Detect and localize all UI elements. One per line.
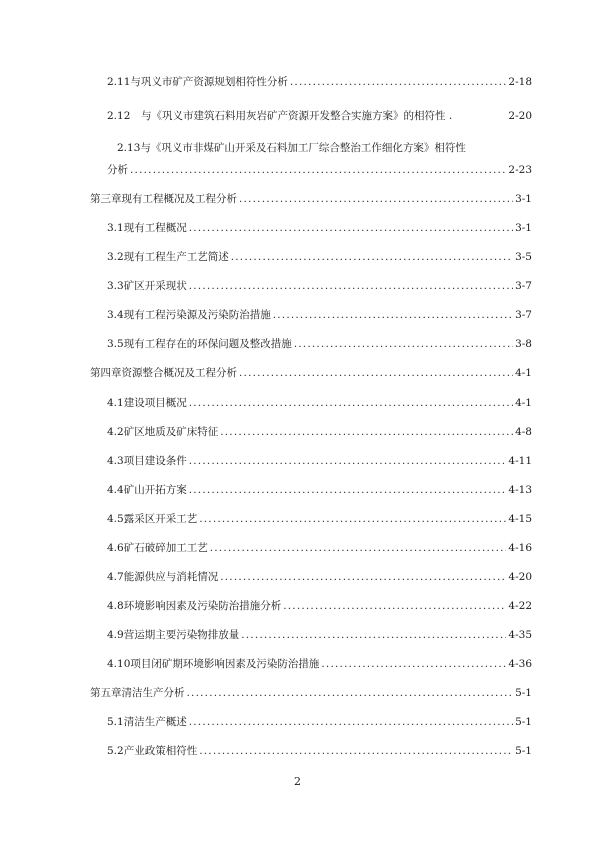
toc-entry-number: 4.1 [107, 397, 124, 409]
toc-entry[interactable] [107, 483, 532, 497]
toc-entry[interactable] [107, 541, 532, 555]
toc-entry-page: 3-5 [515, 251, 532, 263]
toc-dot-leader [294, 337, 513, 351]
toc-entry-number: 5.2 [107, 745, 124, 757]
toc-entry[interactable] [107, 744, 532, 758]
toc-dot-leader [210, 541, 507, 555]
toc-entry-title: 与《巩义市非煤矿山开采及石料加工厂综合整治工作细化方案》相符性 [140, 142, 466, 154]
toc-entry[interactable] [107, 425, 532, 439]
toc-entry[interactable] [107, 250, 532, 264]
toc-entry-number: 2.13 [117, 142, 141, 154]
toc-entry-page: 3-7 [515, 280, 532, 292]
toc-entry-number: 3.1 [107, 222, 124, 234]
toc-entry-title: 现有工程生产工艺简述 [123, 251, 229, 263]
toc-chapter-number: 第三章 [90, 193, 122, 205]
toc-entry[interactable] [107, 454, 532, 468]
toc-entry-page: 4-20 [508, 571, 532, 583]
toc-entry-page: 4-15 [508, 513, 532, 525]
toc-entry[interactable] [107, 396, 532, 410]
toc-entry-page: 4-36 [508, 658, 532, 670]
toc-dot-leader [239, 366, 513, 380]
toc-entry-page: 2-18 [508, 76, 532, 88]
toc-dot-leader [189, 715, 513, 729]
toc-entry-number: 4.4 [107, 484, 124, 496]
toc-entry[interactable] [107, 109, 532, 123]
toc-dot-leader [231, 250, 513, 264]
toc-entry-title: 矿区开采现状 [123, 280, 187, 292]
toc-entry-number: 3.4 [107, 309, 124, 321]
toc-entry-page: 5-1 [515, 716, 532, 728]
toc-entry-page: 3-1 [515, 222, 532, 234]
toc-entry-title: 露采区开采工艺 [123, 513, 198, 525]
toc-dot-leader [273, 308, 513, 322]
toc-entry-number: 4.2 [107, 426, 124, 438]
toc-entry-page: 4-35 [508, 629, 532, 641]
toc-entry-page: 4-22 [508, 600, 532, 612]
toc-entry[interactable] [107, 163, 532, 177]
toc-entry[interactable] [107, 599, 532, 613]
toc-entry-number: 4.10 [107, 658, 131, 670]
toc-entry-number: 4.7 [107, 571, 124, 583]
toc-dot-leader [189, 454, 507, 468]
toc-chapter[interactable] [90, 192, 532, 206]
toc-entry-title: 与《巩义市建筑石料用灰岩矿产资源开发整合实施方案》的相符性 . [141, 110, 453, 122]
toc-entry-title: 现有工程存在的环保问题及整改措施 [123, 338, 292, 350]
toc-dot-leader [199, 512, 506, 526]
toc-entry[interactable] [107, 715, 532, 729]
toc-chapter-title: 资源整合概况及工程分析 [121, 367, 237, 379]
toc-entry-page: 4-13 [508, 484, 532, 496]
toc-dot-leader [321, 657, 506, 671]
toc-entry-number: 3.5 [107, 338, 124, 350]
toc-entry-title: 矿山开拓方案 [123, 484, 187, 496]
toc-entry-number: 4.3 [107, 455, 124, 467]
toc-dot-leader [189, 396, 513, 410]
toc-entry[interactable] [107, 221, 532, 235]
toc-entry[interactable] [107, 628, 532, 642]
toc-entry-title: 与巩义市矿产资源规划相符性分析 [130, 76, 288, 88]
toc-entry-title: 建设项目概况 [123, 397, 187, 409]
toc-entry-title-continued: 分析 [107, 164, 128, 176]
toc-entry-page: 4-1 [515, 397, 532, 409]
toc-entry[interactable] [107, 657, 532, 671]
toc-dot-leader [189, 483, 507, 497]
toc-dot-leader [241, 628, 506, 642]
toc-entry-page: 4-16 [508, 542, 532, 554]
toc-entry-page: 4-8 [515, 426, 532, 438]
toc-entry[interactable] [107, 308, 532, 322]
toc-entry-title: 营运期主要污染物排放量 [123, 629, 240, 641]
toc-chapter[interactable] [90, 366, 532, 380]
toc-entry-page: 2-23 [508, 164, 532, 176]
toc-entry-title: 矿区地质及矿床特征 [123, 426, 219, 438]
toc-entry-number: 5.1 [107, 716, 124, 728]
toc-dot-leader [187, 686, 514, 700]
toc-entry-number: 2.11 [107, 76, 131, 88]
toc-chapter-title: 现有工程概况及工程分析 [121, 193, 237, 205]
page-number: 2 [294, 775, 301, 788]
toc-entry-title: 产业政策相符性 [123, 745, 198, 757]
toc-dot-leader [199, 744, 513, 758]
toc-entry-title: 能源供应与消耗情况 [123, 571, 219, 583]
toc-entry[interactable] [107, 337, 532, 351]
toc-entry[interactable] [107, 570, 532, 584]
toc-entry[interactable] [107, 512, 532, 526]
toc-dot-leader [290, 75, 507, 89]
toc-dot-leader [189, 279, 513, 293]
toc-entry[interactable] [107, 279, 532, 293]
toc-entry-number: 4.5 [107, 513, 124, 525]
toc-chapter[interactable] [90, 686, 532, 700]
toc-entry-number: 2.12 [107, 110, 131, 122]
toc-entry-page: 4-1 [515, 367, 532, 379]
toc-dot-leader [220, 570, 506, 584]
toc-dot-leader [220, 425, 513, 439]
toc-chapter-number: 第四章 [90, 367, 122, 379]
toc-dot-leader [130, 163, 506, 177]
toc-entry-number: 3.2 [107, 251, 124, 263]
toc-entry-title: 清洁生产概述 [123, 716, 187, 728]
toc-chapter-number: 第五章 [90, 687, 122, 699]
toc-entry-title: 矿石破碎加工工艺 [123, 542, 208, 554]
toc-dot-leader [239, 192, 513, 206]
toc-entry-page: 3-8 [515, 338, 532, 350]
toc-entry[interactable] [107, 75, 532, 89]
toc-entry-page: 5-1 [515, 687, 532, 699]
toc-entry-title: 项目闭矿期环境影响因素及污染防治措施 [130, 658, 320, 670]
toc-dot-leader [283, 599, 506, 613]
toc-chapter-title: 清洁生产分析 [121, 687, 185, 699]
toc-entry-page: 3-7 [515, 309, 532, 321]
toc-entry-number: 3.3 [107, 280, 124, 292]
toc-entry-title: 现有工程污染源及污染防治措施 [123, 309, 271, 321]
toc-entry-page: 2-20 [508, 110, 532, 122]
toc-entry-number: 4.6 [107, 542, 124, 554]
toc-entry-title: 现有工程概况 [123, 222, 187, 234]
toc-entry-page: 3-1 [515, 193, 532, 205]
toc-entry-first-line[interactable] [117, 141, 466, 155]
toc-entry-page: 5-1 [515, 745, 532, 757]
toc-entry-number: 4.8 [107, 600, 124, 612]
toc-entry-title: 项目建设条件 [123, 455, 187, 467]
toc-entry-title: 环境影响因素及污染防治措施分析 [123, 600, 282, 612]
toc-dot-leader [189, 221, 513, 235]
toc-entry-page: 4-11 [508, 455, 532, 467]
toc-entry-number: 4.9 [107, 629, 124, 641]
